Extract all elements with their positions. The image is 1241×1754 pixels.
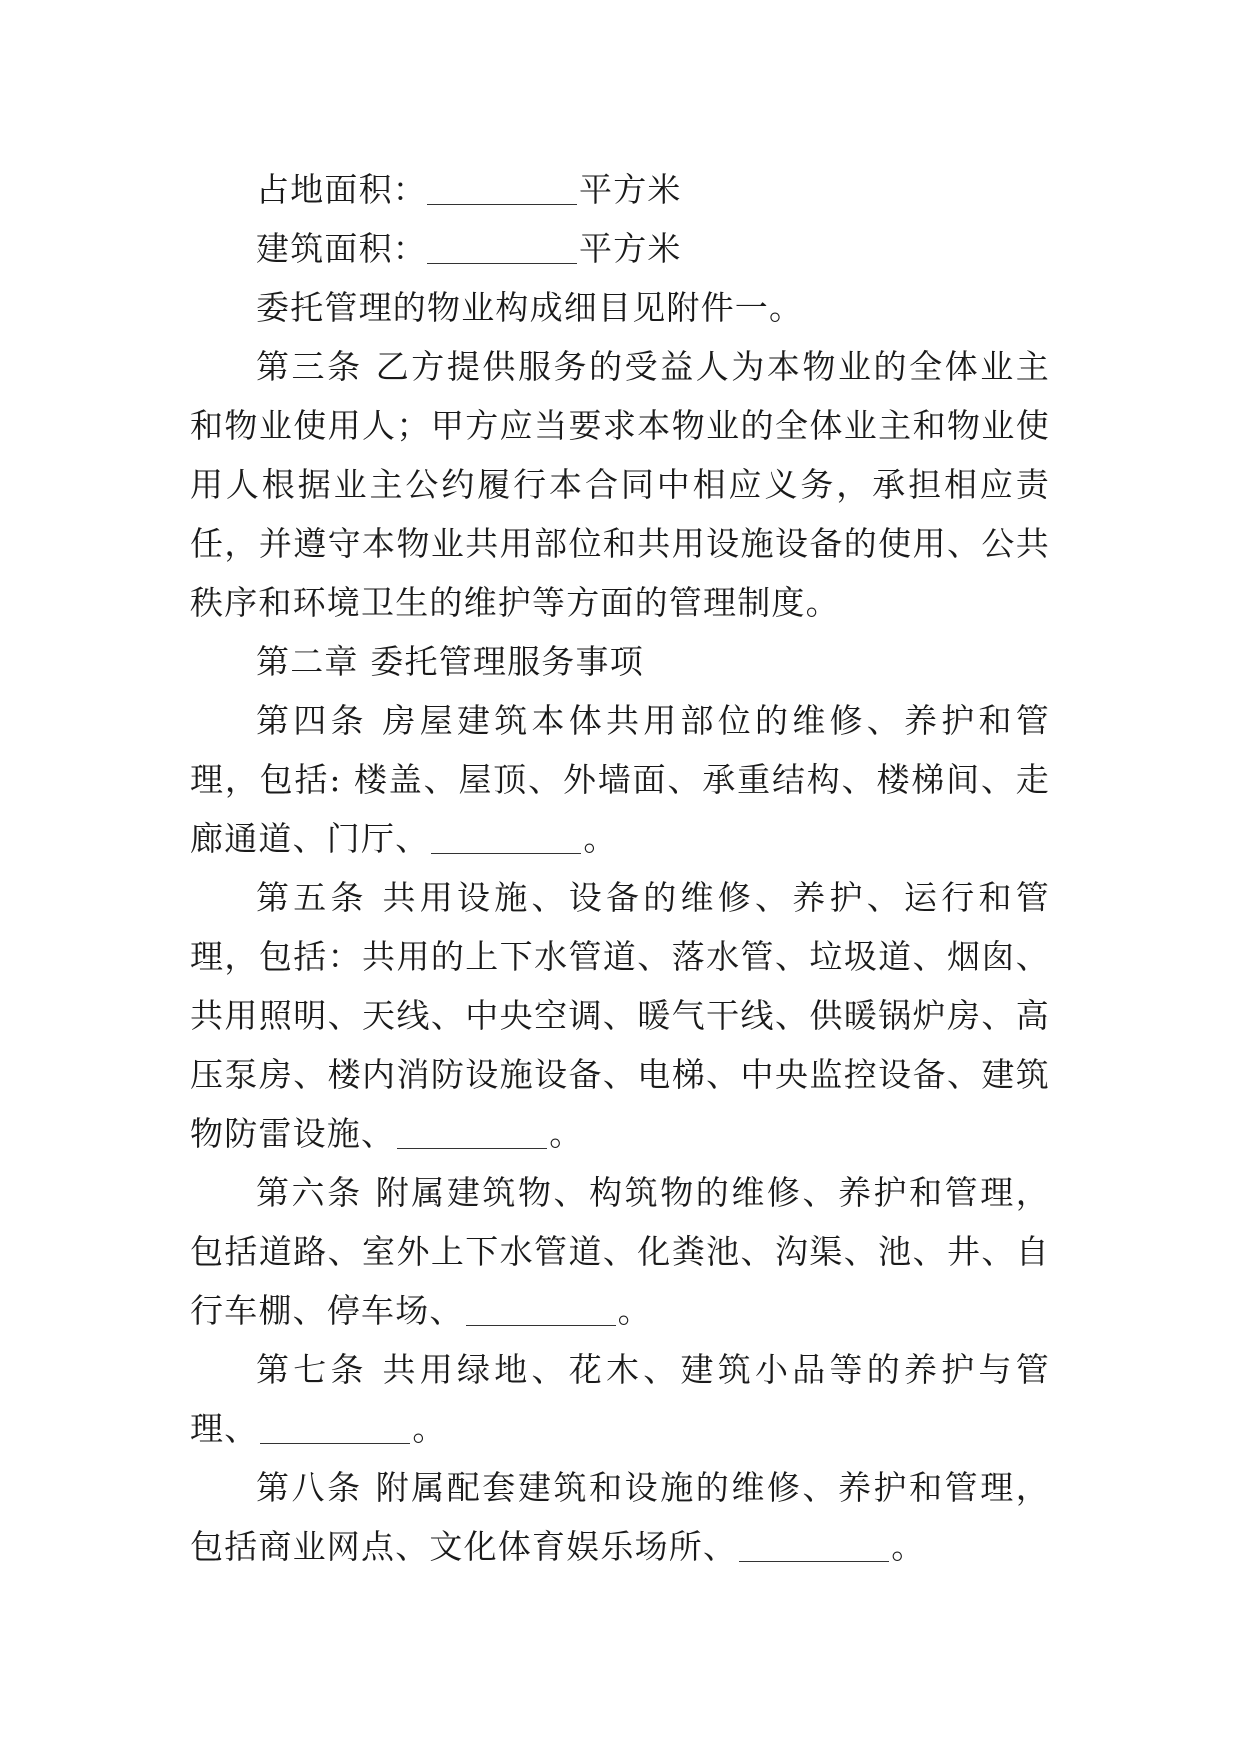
article-5 [190, 868, 1050, 1163]
article-6-end: 。 [617, 1291, 652, 1330]
appendix-note: 委托管理的物业构成细目见附件一。 [256, 288, 804, 327]
article-8-text: 第八条 附属配套建筑和设施的维修、养护和管理，包括商业网点、文化体育娱乐场所、 [190, 1468, 1050, 1566]
chapter-2-heading: 第二章 委托管理服务事项 [256, 642, 644, 681]
land-area-label: 占地面积： [256, 170, 427, 209]
article-4-end: 。 [583, 819, 618, 858]
article-4-text: 第四条 房屋建筑本体共用部位的维修、养护和管理，包括: 楼盖、屋顶、外墙面、承重结构、楼梯间、走廊通道、门厅、 [190, 701, 1050, 858]
article-4 [190, 691, 1050, 868]
land-area-unit: 平方米 [579, 170, 682, 209]
article-5-blank [397, 1118, 547, 1149]
building-area-blank [427, 233, 577, 264]
article-7-end: 。 [412, 1409, 447, 1448]
document-body [190, 160, 1050, 1576]
article-8-blank [739, 1531, 889, 1562]
building-area-unit: 平方米 [579, 229, 682, 268]
article-5-end: 。 [549, 1114, 584, 1153]
article-6-text: 第六条 附属建筑物、构筑物的维修、养护和管理，包括道路、室外上下水管道、化粪池、沟渠、池、井、自行车棚、停车场、 [190, 1173, 1050, 1330]
article-8 [190, 1458, 1050, 1576]
article-4-blank [431, 823, 581, 854]
article-6 [190, 1163, 1050, 1340]
land-area-line [190, 160, 1050, 219]
article-3: 第三条 乙方提供服务的受益人为本物业的全体业主和物业使用人；甲方应当要求本物业的全体业主和物业使用人根据业主公约履行本合同中相应义务，承担相应责任，并遵守本物业共用部位和共用设施设备的使用、公共秩序和环境卫生的维护等方面的管理制度。 [190, 347, 1050, 622]
building-area-label: 建筑面积： [256, 229, 427, 268]
article-7-blank [260, 1413, 410, 1444]
article-7 [190, 1340, 1050, 1458]
article-8-end: 。 [891, 1527, 926, 1566]
land-area-blank [427, 174, 577, 205]
article-5-text: 第五条 共用设施、设备的维修、养护、运行和管理，包括：共用的上下水管道、落水管、垃圾道、烟囱、共用照明、天线、中央空调、暖气干线、供暖锅炉房、高压泵房、楼内消防设施设备、电梯、中央监控设备、建筑物防雷设施、 [190, 878, 1050, 1153]
article-7-text: 第七条 共用绿地、花木、建筑小品等的养护与管理、 [190, 1350, 1050, 1448]
article-6-blank [466, 1295, 616, 1326]
building-area-line [190, 219, 1050, 278]
